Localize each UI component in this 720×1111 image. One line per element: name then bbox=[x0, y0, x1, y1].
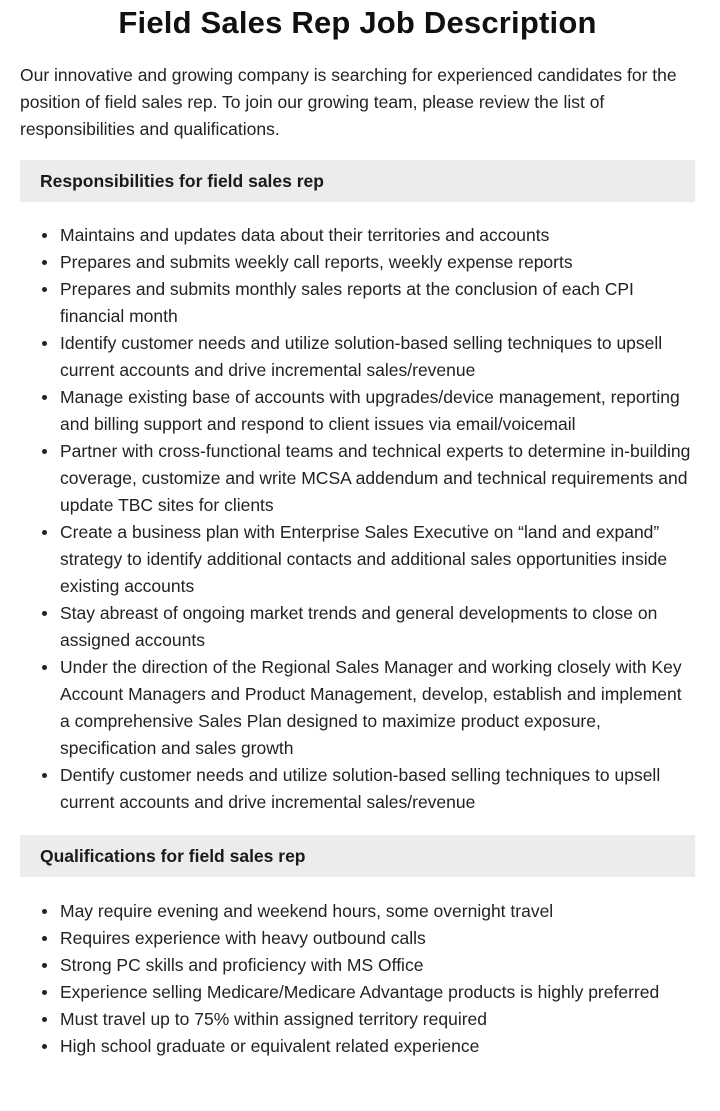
list-item: May require evening and weekend hours, some overnight travel bbox=[60, 898, 695, 925]
list-item: Strong PC skills and proficiency with MS Office bbox=[60, 952, 695, 979]
list-item: Stay abreast of ongoing market trends and general developments to close on assigned accounts bbox=[60, 600, 695, 654]
list-item: Must travel up to 75% within assigned territory required bbox=[60, 1006, 695, 1033]
responsibilities-heading: Responsibilities for field sales rep bbox=[20, 160, 695, 202]
list-item: Experience selling Medicare/Medicare Advantage products is highly preferred bbox=[60, 979, 695, 1006]
list-item: Requires experience with heavy outbound calls bbox=[60, 925, 695, 952]
list-item: Prepares and submits monthly sales reports at the conclusion of each CPI financial month bbox=[60, 276, 695, 330]
qualifications-heading: Qualifications for field sales rep bbox=[20, 835, 695, 877]
list-item: Identify customer needs and utilize solution-based selling techniques to upsell current accounts and drive incremental sales/revenue bbox=[60, 330, 695, 384]
list-item: Manage existing base of accounts with upgrades/device management, reporting and billing support and respond to client issues via email/voicemail bbox=[60, 384, 695, 438]
list-item: Prepares and submits weekly call reports, weekly expense reports bbox=[60, 249, 695, 276]
page-title: Field Sales Rep Job Description bbox=[118, 5, 597, 40]
list-item: Create a business plan with Enterprise Sales Executive on “land and expand” strategy to identify additional contacts and additional sales opportunities inside existing accounts bbox=[60, 519, 695, 600]
responsibilities-list bbox=[20, 222, 695, 816]
list-item: Under the direction of the Regional Sales Manager and working closely with Key Account Managers and Product Management, develop, establish and implement a comprehensive Sales Plan designed to maximize product exposure, specification and sales growth bbox=[60, 654, 695, 762]
intro-paragraph: Our innovative and growing company is searching for experienced candidates for the position of field sales rep. To join our growing team, please review the list of responsibilities and qualifications. bbox=[20, 65, 677, 139]
list-item: Maintains and updates data about their territories and accounts bbox=[60, 222, 695, 249]
qualifications-list bbox=[20, 898, 695, 1060]
list-item: Partner with cross-functional teams and technical experts to determine in-building coverage, customize and write MCSA addendum and technical requirements and update TBC sites for clients bbox=[60, 438, 695, 519]
list-item: Dentify customer needs and utilize solution-based selling techniques to upsell current accounts and drive incremental sales/revenue bbox=[60, 762, 695, 816]
list-item: High school graduate or equivalent related experience bbox=[60, 1033, 695, 1060]
